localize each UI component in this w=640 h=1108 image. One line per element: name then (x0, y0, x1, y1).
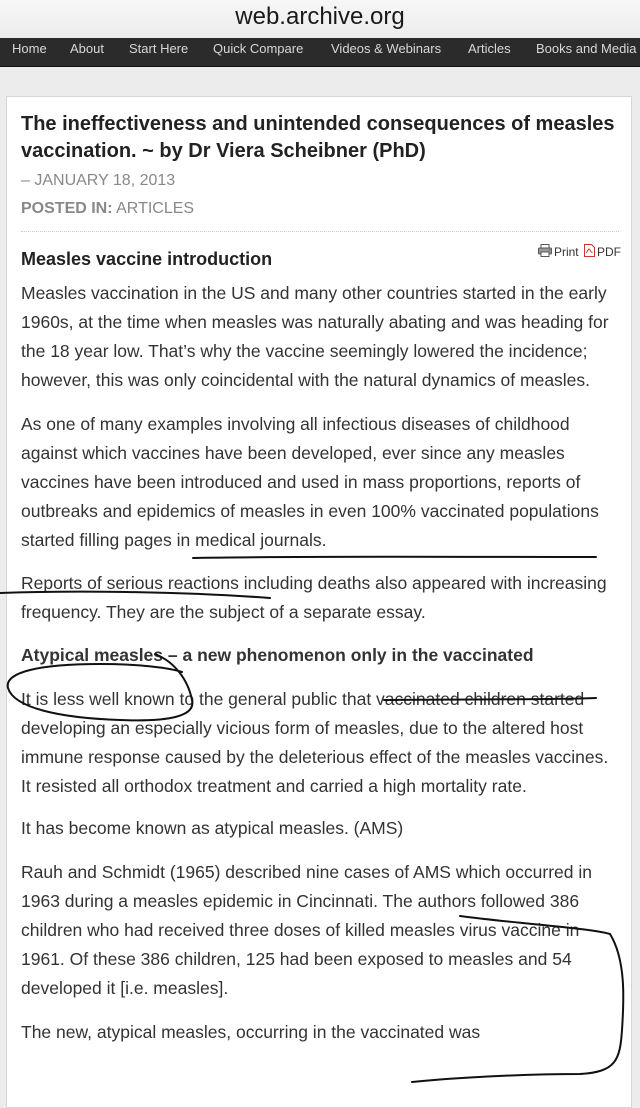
print-link[interactable]: Print (553, 245, 579, 259)
posted-in-label: POSTED IN: (21, 200, 113, 217)
nav-item-about[interactable]: About (70, 41, 104, 56)
nav-item-quick-compare[interactable]: Quick Compare (213, 41, 304, 56)
nav-item-videos-webinars[interactable]: Videos & Webinars (331, 41, 442, 56)
nav-item-articles[interactable]: Articles (468, 41, 511, 56)
article-content (21, 111, 619, 1047)
url-text: web.archive.org (235, 3, 405, 30)
nav-item-start-here[interactable]: Start Here (129, 41, 189, 56)
article-card (6, 96, 632, 1108)
article-title: The ineffectiveness and unintended consequences of measles vaccination. ~ by Dr Viera Scheibner (PhD) (21, 113, 615, 162)
posted-in (21, 198, 619, 220)
nav-item-home[interactable]: Home (12, 41, 47, 56)
nav-item-books-media[interactable]: Books and Media (536, 41, 637, 56)
paragraph: Reports of serious reactions including deaths also appeared with increasing frequency. They are the subject of a separate essay. (21, 573, 607, 622)
address-bar[interactable] (0, 0, 640, 38)
paragraph: Measles vaccination in the US and many other countries started in the early 1960s, at the time when measles was naturally abating and was heading for the 18 year low. That’s why the vaccine seemingly lowered the incidence; however, this was only coincidental with the natural dynamics of measles. (21, 283, 609, 390)
section-heading-atypical: Atypical measles – a new phenomenon only in the vaccinated (21, 645, 534, 665)
section-heading-intro: Measles vaccine introduction (21, 249, 273, 269)
paragraph: As one of many examples involving all infectious diseases of childhood against which vaccines have been developed, ever since any measles vaccines have been introduced and used in mass proportions, reports of outbreaks and epidemics of measles in even 100% vaccinated populations started filling pages in medical journals. (21, 414, 599, 550)
divider (21, 231, 619, 232)
main-nav (0, 38, 640, 67)
paragraph: It has become known as atypical measles. (AMS) (21, 818, 404, 838)
article-date: – JANUARY 18, 2013 (21, 172, 176, 189)
paragraph: The new, atypical measles, occurring in the vaccinated was (21, 1022, 481, 1042)
printer-icon[interactable] (538, 244, 552, 260)
section-header (21, 244, 619, 274)
category-link[interactable]: ARTICLES (116, 200, 195, 217)
paragraph: Rauh and Schmidt (1965) described nine cases of AMS which occurred in 1963 during a measles epidemic in Cincinnati. The authors followed 386 children who had received three doses of killed measles virus vaccine in 1961. Of these 386 children, 125 had been exposed to measles and 54 developed it [i.e. measles]. (21, 862, 592, 998)
paragraph: It is less well known to the general public that vaccinated children started developing an especially vicious form of measles, due to the altered host immune response caused by the deleterious effect of the measles vaccines. It resisted all orthodox treatment and carried a high mortality rate. (21, 689, 609, 796)
pdf-link[interactable]: PDF (597, 245, 621, 259)
pdf-icon[interactable] (584, 244, 595, 260)
print-pdf-links (538, 244, 621, 260)
